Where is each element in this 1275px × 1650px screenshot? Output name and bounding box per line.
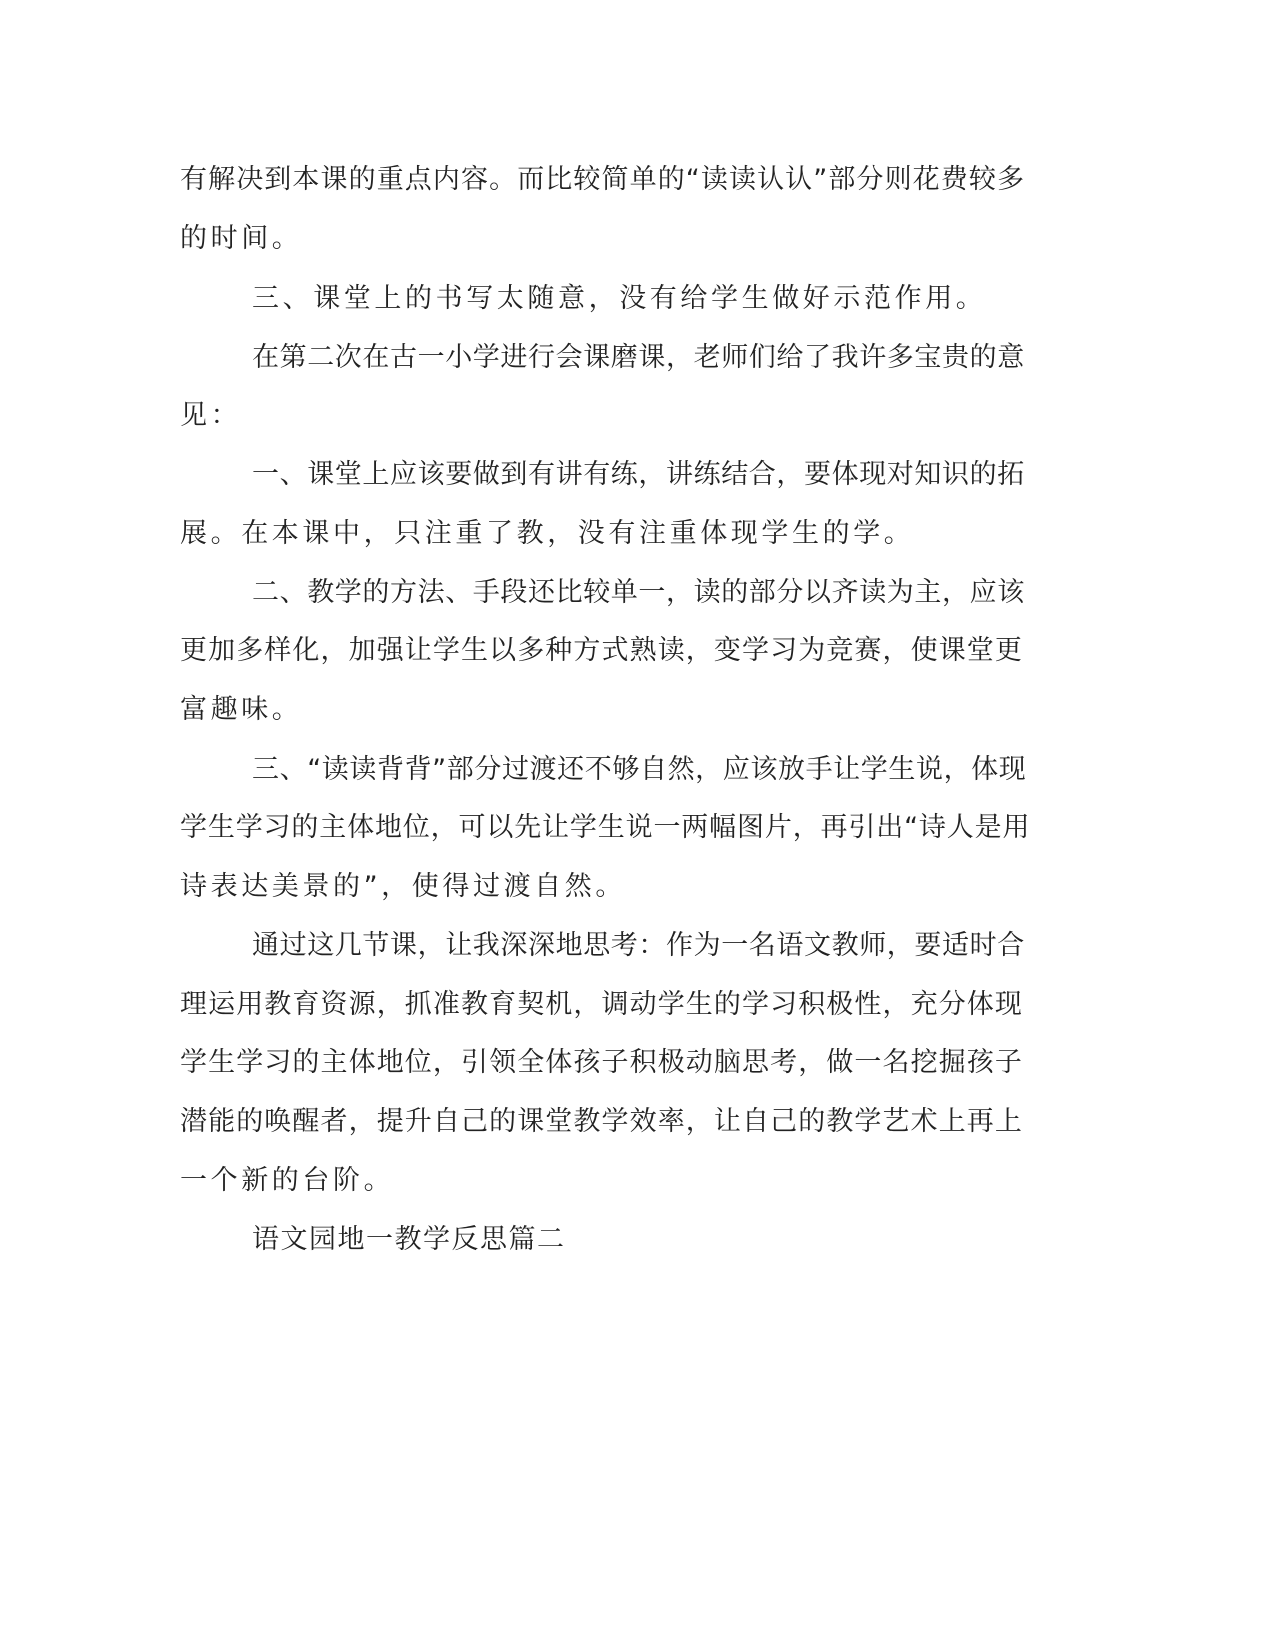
text-line: 一、课堂上应该要做到有讲有练，讲练结合，要体现对知识的拓: [252, 459, 1025, 490]
text-line: 诗表达美景的”，使得过渡自然。: [180, 871, 626, 902]
text-line: 通过这几节课，让我深深地思考：作为一名语文教师，要适时合: [252, 930, 1025, 961]
text-line: 学生学习的主体地位，引领全体孩子积极动脑思考，做一名挖掘孩子: [180, 1047, 1023, 1078]
text-line: 学生学习的主体地位，可以先让学生说一两幅图片，再引出“诗人是用: [180, 812, 1031, 843]
text-line: 一个新的台阶。: [180, 1165, 395, 1196]
text-line: 三、“读读背背”部分过渡还不够自然，应该放手让学生说，体现: [252, 754, 1027, 785]
text-line: 展。在本课中，只注重了教，没有注重体现学生的学。: [180, 518, 915, 549]
text-line: 二、教学的方法、手段还比较单一，读的部分以齐读为主，应该: [252, 577, 1025, 608]
text-line: 潜能的唤醒者，提升自己的课堂教学效率，让自己的教学艺术上再上: [180, 1106, 1023, 1137]
text-line: 有解决到本课的重点内容。而比较简单的“读读认认”部分则花费较多: [180, 164, 1026, 195]
text-line: 理运用教育资源，抓准教育契机，调动学生的学习积极性，充分体现: [180, 989, 1023, 1020]
text-line: 的时间。: [180, 223, 303, 254]
text-line: 三、课堂上的书写太随意，没有给学生做好示范作用。: [252, 283, 987, 314]
text-line: 富趣味。: [180, 694, 303, 725]
text-line: 更加多样化，加强让学生以多种方式熟读，变学习为竞赛，使课堂更: [180, 635, 1023, 666]
section-heading: 语文园地一教学反思篇二: [252, 1224, 566, 1255]
text-line: 见：: [180, 400, 242, 431]
text-line: 在第二次在古一小学进行会课磨课，老师们给了我许多宝贵的意: [252, 342, 1025, 373]
